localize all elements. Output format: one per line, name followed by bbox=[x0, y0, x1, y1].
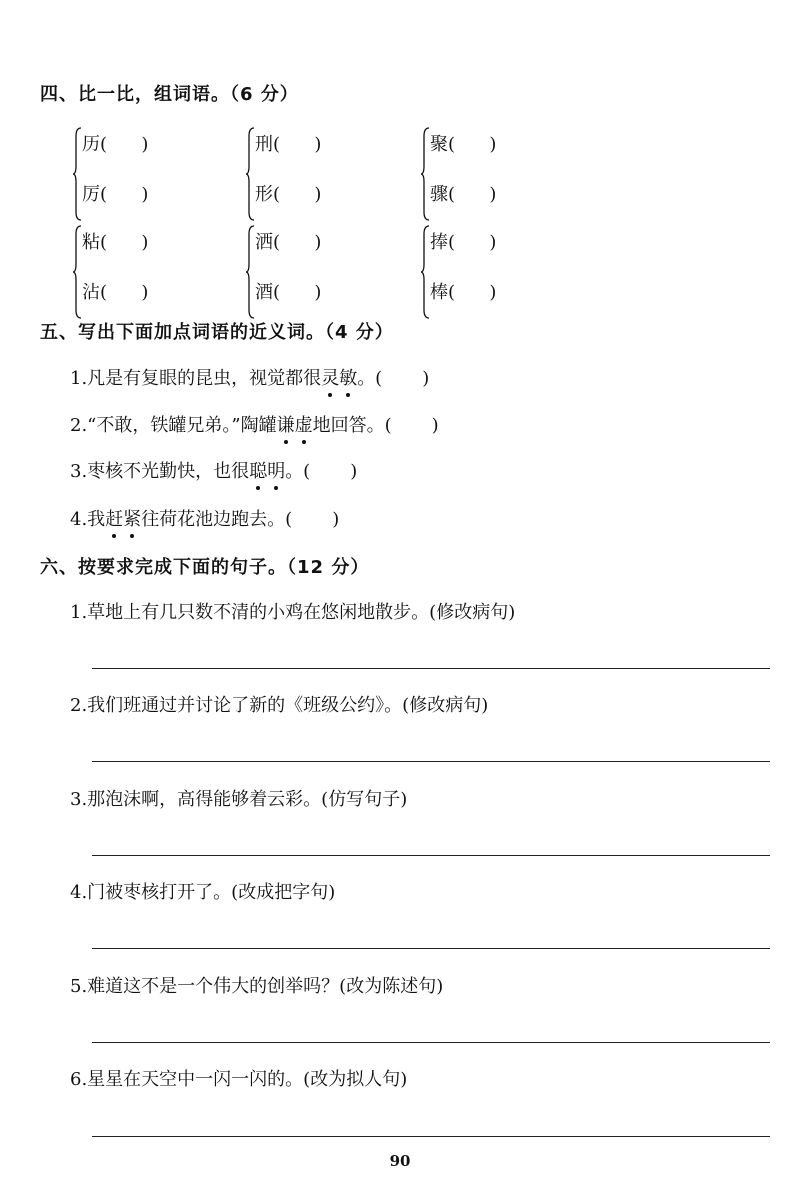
brace-icon bbox=[245, 222, 255, 322]
answer-line[interactable] bbox=[92, 761, 770, 762]
sentence-question: 3.那泡沫啊，高得能够着云彩。(仿写句子) bbox=[70, 789, 408, 810]
answer-line[interactable] bbox=[92, 1136, 770, 1137]
word-pair bbox=[420, 222, 540, 332]
word-pair bbox=[245, 124, 365, 234]
word-pair bbox=[420, 124, 540, 234]
section-6-title: 六、按要求完成下面的句子。（12 分） bbox=[40, 557, 370, 578]
dotted-char: 明 bbox=[267, 457, 285, 483]
brace-icon bbox=[72, 222, 82, 322]
word-a: 洒( ) bbox=[255, 232, 322, 253]
question-text: 2.“不敢，铁罐兄弟。”陶罐 bbox=[70, 415, 277, 436]
word-b: 酒( ) bbox=[255, 282, 322, 303]
section-5-title: 五、写出下面加点词语的近义词。（4 分） bbox=[40, 322, 394, 343]
answer-blank: 。( ) bbox=[285, 461, 358, 482]
word-b: 形( ) bbox=[255, 184, 322, 205]
word-b: 骤( ) bbox=[430, 184, 497, 205]
word-a: 粘( ) bbox=[82, 232, 149, 253]
dotted-char: 赶 bbox=[105, 505, 123, 531]
sentence-question: 2.我们班通过并讨论了新的《班级公约》。(修改病句) bbox=[70, 695, 489, 716]
answer-blank: 往荷花池边跑去。( ) bbox=[141, 509, 340, 530]
question-text: 4.我 bbox=[70, 509, 106, 530]
word-a: 历( ) bbox=[82, 134, 149, 155]
word-pair bbox=[72, 222, 192, 332]
answer-line[interactable] bbox=[92, 1042, 770, 1043]
dotted-char: 虚 bbox=[295, 411, 313, 437]
sentence-question: 6.星星在天空中一闪一闪的。(改为拟人句) bbox=[70, 1069, 408, 1090]
synonym-question bbox=[70, 457, 357, 483]
dotted-char: 敏 bbox=[339, 364, 357, 390]
word-a: 捧( ) bbox=[430, 232, 497, 253]
word-b: 棒( ) bbox=[430, 282, 497, 303]
answer-line[interactable] bbox=[92, 948, 770, 949]
question-text: 3.枣核不光勤快，也很 bbox=[70, 461, 250, 482]
answer-blank: 。( ) bbox=[357, 368, 430, 389]
answer-line[interactable] bbox=[92, 668, 770, 669]
brace-icon bbox=[245, 124, 255, 224]
synonym-question bbox=[70, 505, 339, 531]
word-b: 厉( ) bbox=[82, 184, 149, 205]
brace-icon bbox=[420, 222, 430, 322]
brace-icon bbox=[72, 124, 82, 224]
synonym-question bbox=[70, 364, 429, 390]
page-number: 90 bbox=[389, 1152, 411, 1170]
word-b: 沾( ) bbox=[82, 282, 149, 303]
sentence-question: 4.门被枣核打开了。(改成把字句) bbox=[70, 882, 336, 903]
sentence-question: 5.难道这不是一个伟大的创举吗？(改为陈述句) bbox=[70, 976, 444, 997]
answer-blank: 地回答。( ) bbox=[312, 415, 439, 436]
word-a: 刑( ) bbox=[255, 134, 322, 155]
dotted-char: 灵 bbox=[321, 364, 339, 390]
word-a: 聚( ) bbox=[430, 134, 497, 155]
word-pair bbox=[72, 124, 192, 234]
question-text: 1.凡是有复眼的昆虫，视觉都很 bbox=[70, 368, 322, 389]
dotted-char: 聪 bbox=[249, 457, 267, 483]
dotted-char: 紧 bbox=[123, 505, 141, 531]
answer-line[interactable] bbox=[92, 855, 770, 856]
word-pair bbox=[245, 222, 365, 332]
brace-icon bbox=[420, 124, 430, 224]
section-4-title: 四、比一比，组词语。（6 分） bbox=[40, 84, 299, 105]
sentence-question: 1.草地上有几只数不清的小鸡在悠闲地散步。(修改病句) bbox=[70, 602, 516, 623]
dotted-char: 谦 bbox=[277, 411, 295, 437]
synonym-question bbox=[70, 411, 439, 437]
